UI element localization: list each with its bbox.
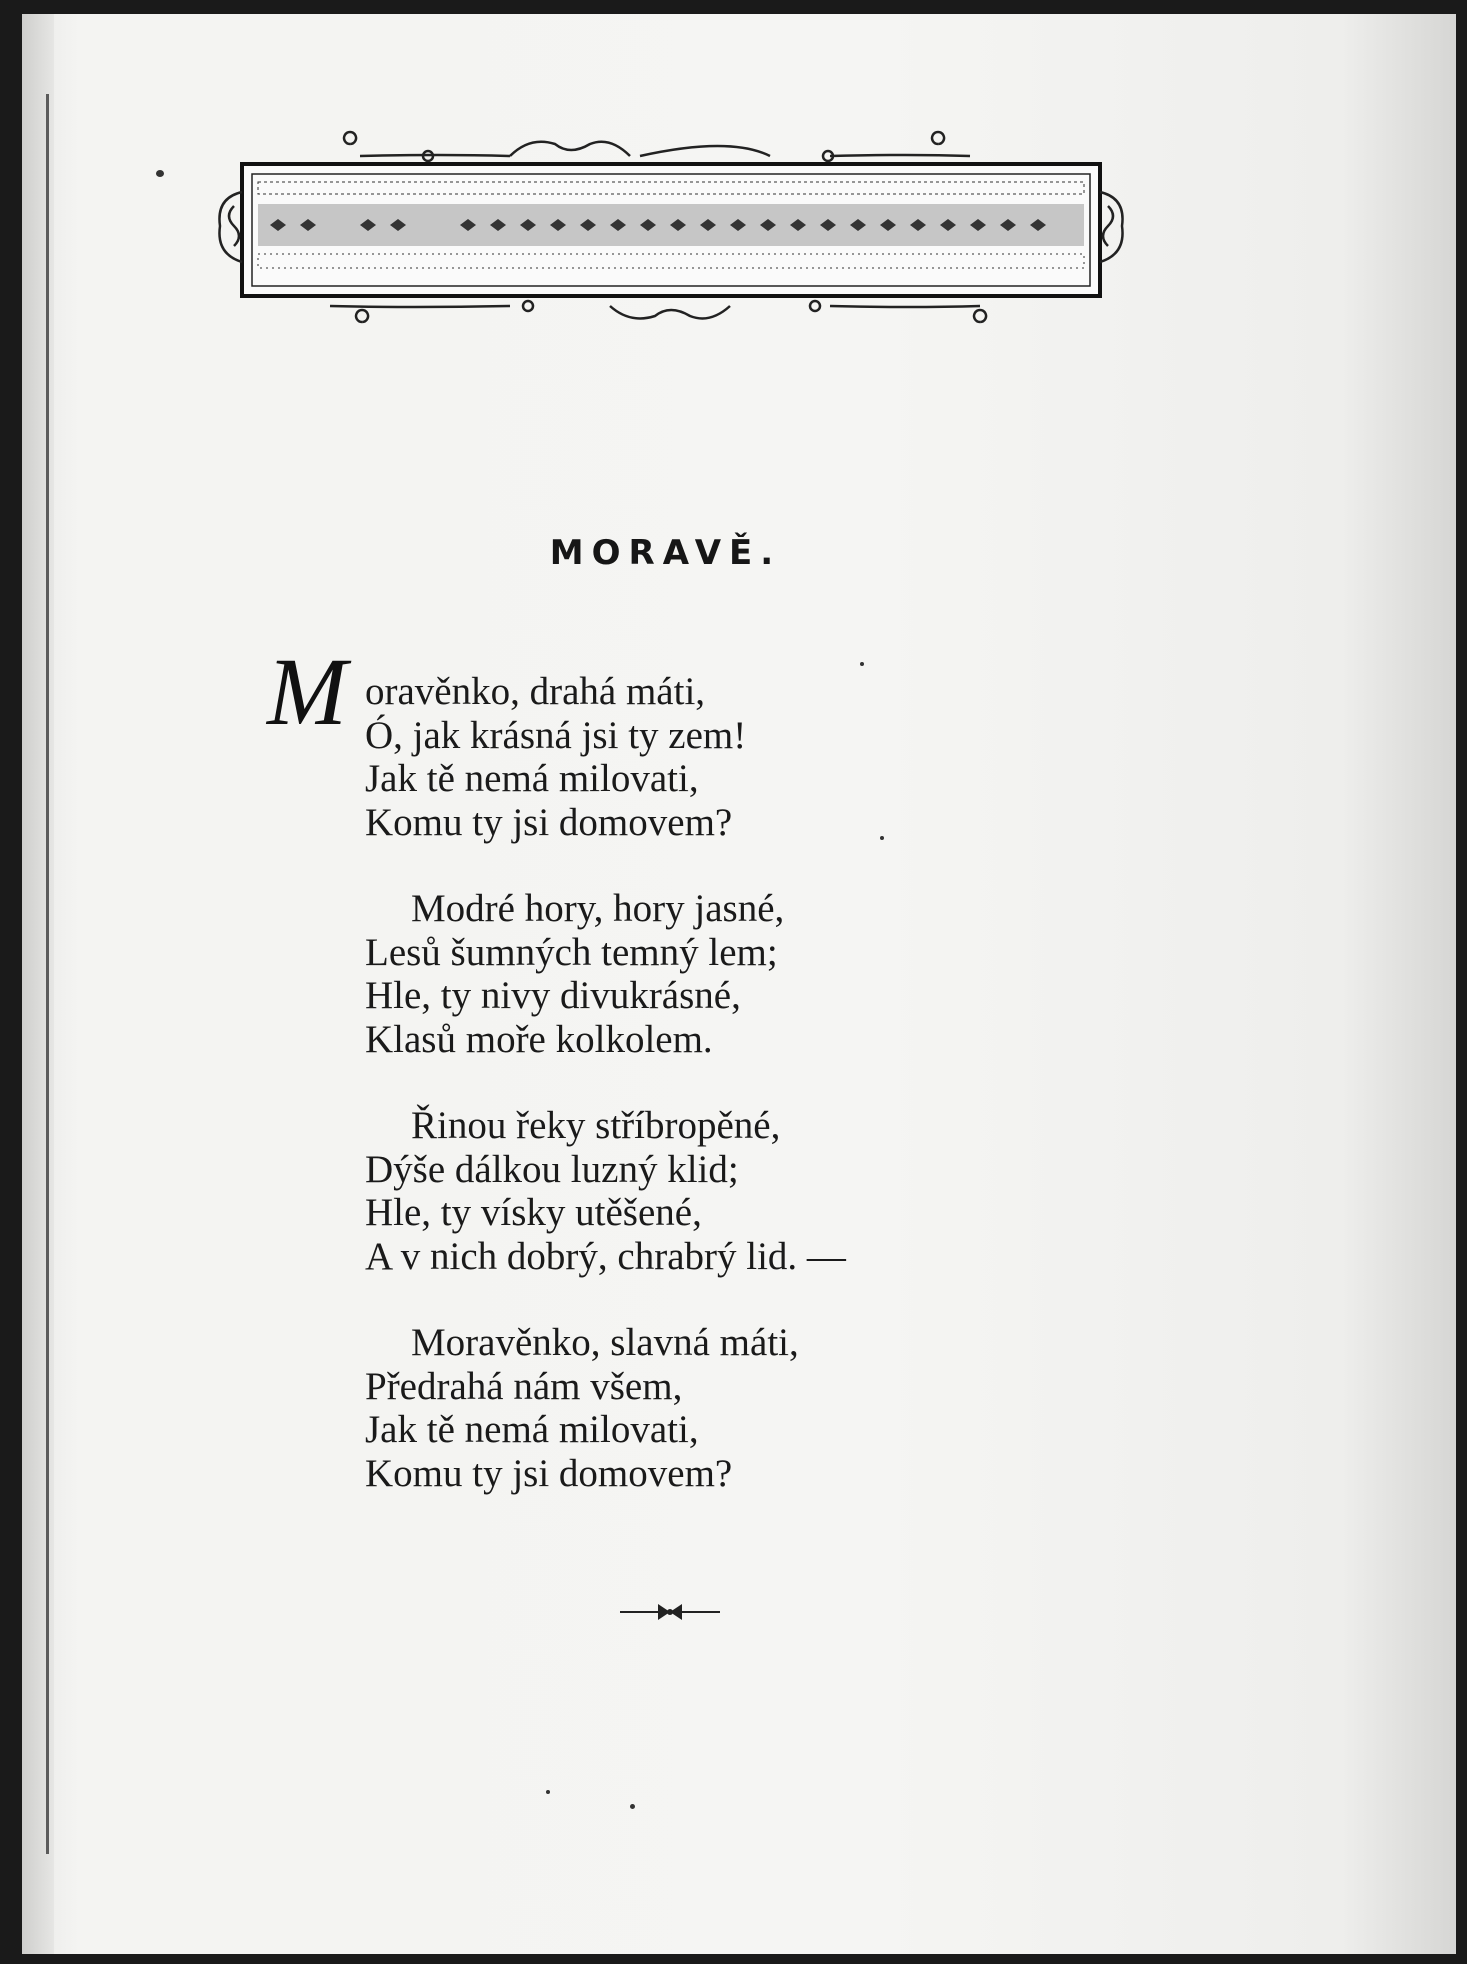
verse-line: Ó, jak krásná jsi ty zem! [365, 713, 747, 757]
verse-line: Klasů moře kolkolem. [365, 1017, 713, 1061]
verse-line: Lesů šumných temný lem; [365, 930, 778, 974]
verse-line: Modré hory, hory jasné, [411, 887, 785, 930]
verse-line: Moravěnko, slavná máti, [411, 1321, 799, 1364]
stanza-2 [365, 887, 846, 1061]
end-fleuron-ornament [618, 1600, 722, 1624]
binding-edge [46, 94, 49, 1854]
verse-line: Komu ty jsi domovem? [365, 800, 733, 844]
print-speck [630, 1804, 635, 1809]
drop-cap-initial: M [267, 638, 347, 745]
stanza-4 [365, 1321, 846, 1495]
verse-line: Hle, ty vísky utěšené, [365, 1191, 702, 1234]
print-speck [546, 1790, 550, 1794]
ornamental-header-banner [210, 126, 1130, 336]
print-speck [860, 662, 864, 666]
poem-body [267, 638, 846, 1538]
verse-line: Komu ty jsi domovem? [365, 1451, 733, 1495]
verse-line: Řinou řeky stříbropěné, [411, 1104, 781, 1147]
verse-line: oravěnko, drahá máti, [365, 670, 706, 713]
verse-line: Jak tě nemá milovati, [365, 1408, 699, 1451]
print-speck [880, 836, 884, 840]
verse-line: Hle, ty nivy divukrásné, [365, 974, 741, 1017]
stanza-3 [365, 1104, 846, 1278]
verse-line: Předrahá nám všem, [365, 1364, 683, 1408]
verse-line: Dýše dálkou luzný klid; [365, 1147, 739, 1191]
stanza-1 [365, 670, 846, 844]
verse-line: A v nich dobrý, chrabrý lid. — [365, 1234, 846, 1278]
page-spine-shadow [22, 14, 54, 1954]
verse-line: Jak tě nemá milovati, [365, 757, 699, 800]
print-speck [156, 170, 164, 177]
poem-title: MORAVĚ. [549, 533, 782, 573]
